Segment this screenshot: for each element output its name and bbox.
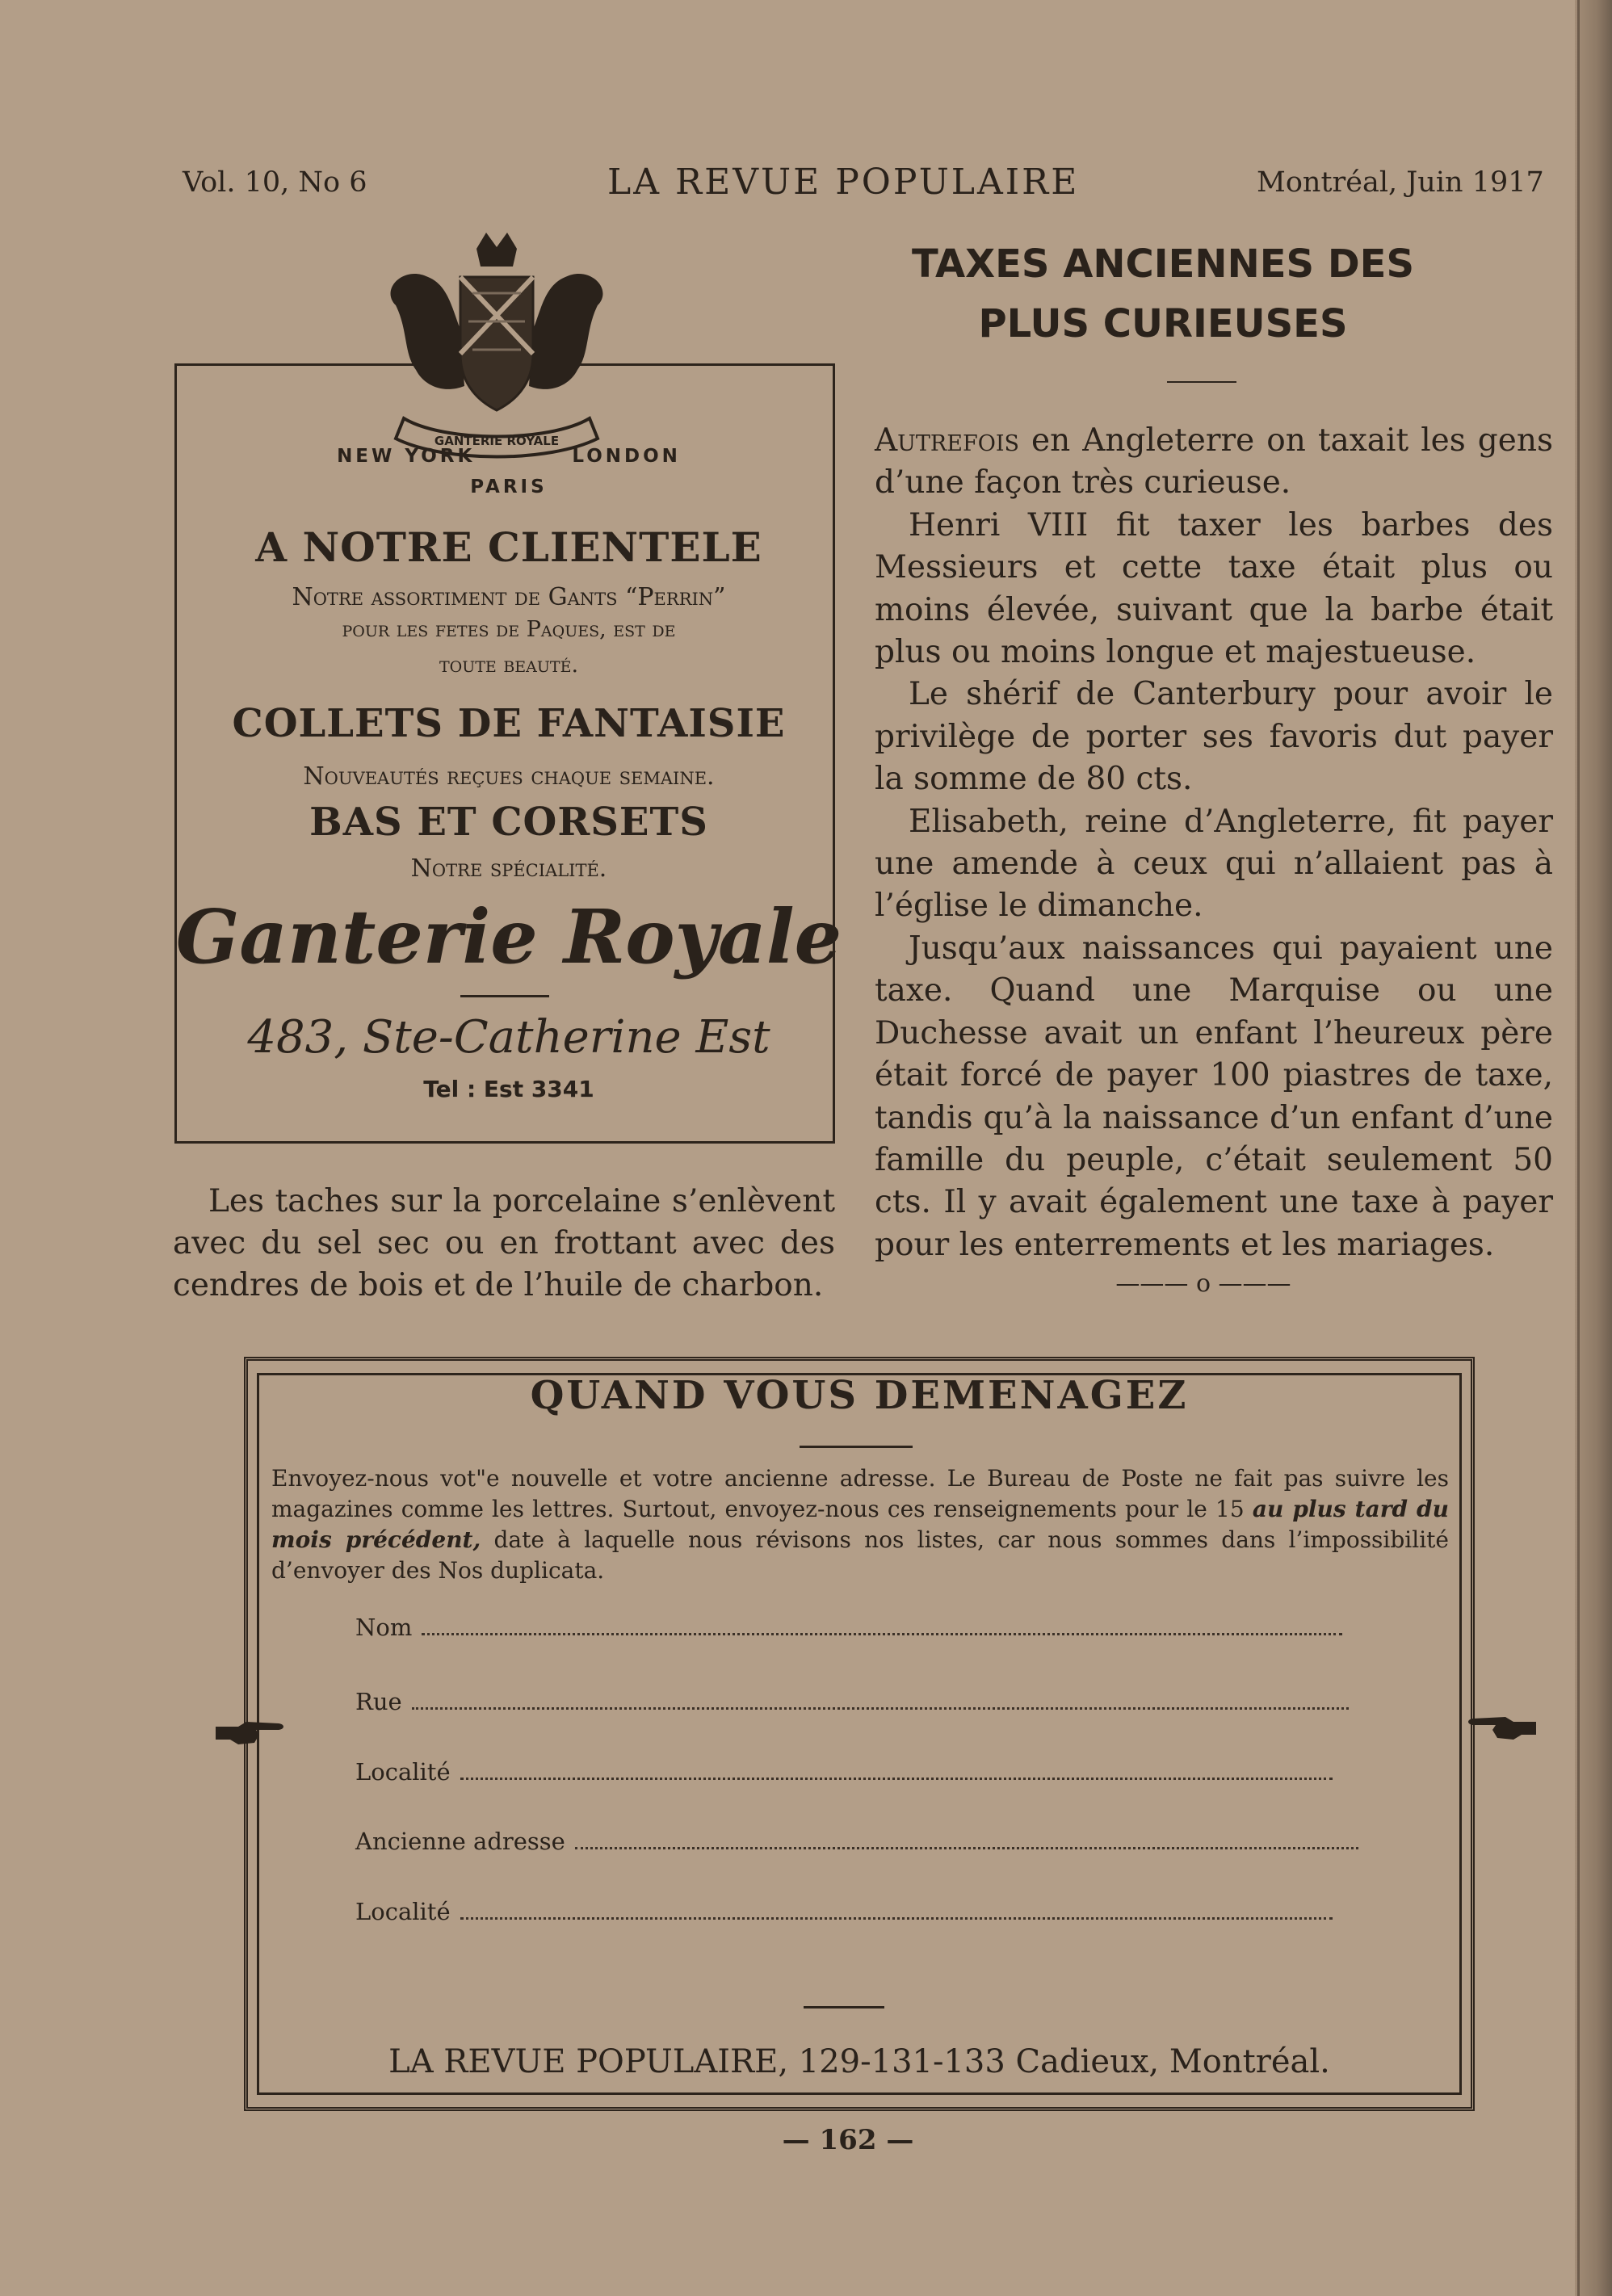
article-paragraph bbox=[875, 420, 1553, 505]
former-locality-field[interactable] bbox=[355, 1898, 1333, 1925]
former-address-field[interactable] bbox=[355, 1828, 1358, 1855]
street-field-line[interactable] bbox=[412, 1704, 1349, 1710]
crest-logo bbox=[347, 233, 646, 467]
article-title: TAXES ANCIENNES DES PLUS CURIEUSES bbox=[911, 241, 1415, 346]
address-change-title: QUAND VOUS DEMENAGEZ bbox=[530, 1373, 1189, 1418]
household-tip: Les taches sur la porcelaine s’enlèvent avec du sel sec ou en frottant avec des cendres de bois et de l’huile de charbon. bbox=[173, 1183, 835, 1303]
pointing-hand-left-icon bbox=[1465, 1714, 1538, 1746]
ad-heading-collars: COLLETS DE FANTAISIE bbox=[232, 701, 786, 746]
page-number: — 162 — bbox=[782, 2124, 914, 2156]
ad-text-novelties: Nouveautés reçues chaque semaine. bbox=[303, 762, 715, 791]
ad-divider bbox=[460, 995, 549, 997]
name-field-line[interactable] bbox=[422, 1630, 1342, 1635]
name-field[interactable] bbox=[355, 1614, 1342, 1641]
ad-text-beauty: toute beauté. bbox=[439, 653, 579, 678]
page-edge-shadow bbox=[1577, 0, 1580, 2296]
former-locality-field-label: Localité bbox=[355, 1898, 451, 1925]
ad-cities: NEW YORK LONDON bbox=[337, 446, 681, 467]
pointing-hand-right-icon bbox=[214, 1719, 287, 1751]
instructions-emphasis: au plus tard du mois précédent, bbox=[271, 1496, 1449, 1553]
former-address-field-label: Ancienne adresse bbox=[355, 1828, 565, 1855]
article-paragraph: Le shérif de Canterbury pour avoir le privilège de porter ses favoris dut payer la somme de 80 cts. bbox=[875, 676, 1553, 798]
address-change-instructions bbox=[271, 1463, 1449, 1586]
ad-heading: A NOTRE CLIENTELE bbox=[255, 523, 762, 571]
article-paragraph: Elisabeth, reine d’Angleterre, fit payer une amende à ceux qui n’allaient pas à l’église le dimanche. bbox=[875, 803, 1553, 925]
page-edge bbox=[1575, 0, 1612, 2296]
article-lead-word: Autrefois bbox=[875, 422, 1019, 459]
article-paragraph: Jusqu’aux naissances qui payaient une taxe. Quand une Marquise ou une Duchesse avait un enfant l’heureux père était forcé de payer 100 piastres de taxe, tandis qu’à la naissance d’un enfant d’une famille du peuple, c’était seulement 50 cts. Il y avait également une taxe à payer pour les enterrements et les mariages. bbox=[875, 930, 1553, 1263]
instructions-text-end: date à laquelle nous révisons nos listes, car nous sommes dans l’impossibilité d’envoyer des Nos duplicata. bbox=[271, 1526, 1449, 1584]
ad-heading-stockings: BAS ET CORSETS bbox=[309, 800, 708, 845]
article-paragraph-text: en Angleterre on taxait les gens d’une façon très curieuse. bbox=[875, 422, 1553, 502]
street-field-label: Rue bbox=[355, 1688, 402, 1715]
article-title-rule bbox=[1167, 381, 1236, 383]
ad-telephone: Tel : Est 3341 bbox=[423, 1076, 594, 1102]
issue-date: Montréal, Juin 1917 bbox=[1257, 166, 1544, 199]
name-field-label: Nom bbox=[355, 1614, 413, 1641]
ad-address: 483, Ste-Catherine Est bbox=[247, 1011, 770, 1064]
locality-field[interactable] bbox=[355, 1758, 1333, 1786]
street-field[interactable] bbox=[355, 1688, 1349, 1715]
masthead: LA REVUE POPULAIRE bbox=[607, 162, 1080, 203]
address-change-footer-rule bbox=[804, 2006, 884, 2008]
locality-field-label: Localité bbox=[355, 1758, 451, 1786]
article-end-mark: ——— o ——— bbox=[1115, 1270, 1291, 1298]
ad-brand-name: Ganterie Royale bbox=[175, 893, 842, 980]
ad-text-easter: pour les fetes de Paques, est de bbox=[342, 617, 676, 642]
instructions-text: Envoyez-nous vot"e nouvelle et votre ancienne adresse. Le Bureau de Poste ne fait pas suivre les magazines comme les lettres. Surtout, envoyez-nous ces renseignements pour le 15 bbox=[271, 1465, 1449, 1522]
ad-city-paris: PARIS bbox=[470, 476, 548, 497]
locality-field-line[interactable] bbox=[460, 1774, 1333, 1780]
article-paragraph: Henri VIII fit taxer les barbes des Messieurs et cette taxe était plus ou moins élevée, suivant que la barbe était plus ou moins longue et majestueuse. bbox=[875, 506, 1553, 671]
address-change-rule bbox=[800, 1446, 913, 1448]
volume-number: Vol. 10, No 6 bbox=[183, 166, 367, 199]
publisher-address: LA REVUE POPULAIRE, 129-131-133 Cadieux, Montréal. bbox=[388, 2043, 1330, 2080]
ad-text-specialty: Notre spécialité. bbox=[410, 854, 607, 883]
ad-text-gloves: Notre assortiment de Gants “Perrin” bbox=[292, 583, 726, 611]
article-body bbox=[875, 420, 1553, 1266]
former-address-field-line[interactable] bbox=[575, 1844, 1358, 1849]
crest-motto: GANTERIE ROYALE bbox=[434, 434, 560, 448]
former-locality-field-line[interactable] bbox=[460, 1914, 1333, 1920]
